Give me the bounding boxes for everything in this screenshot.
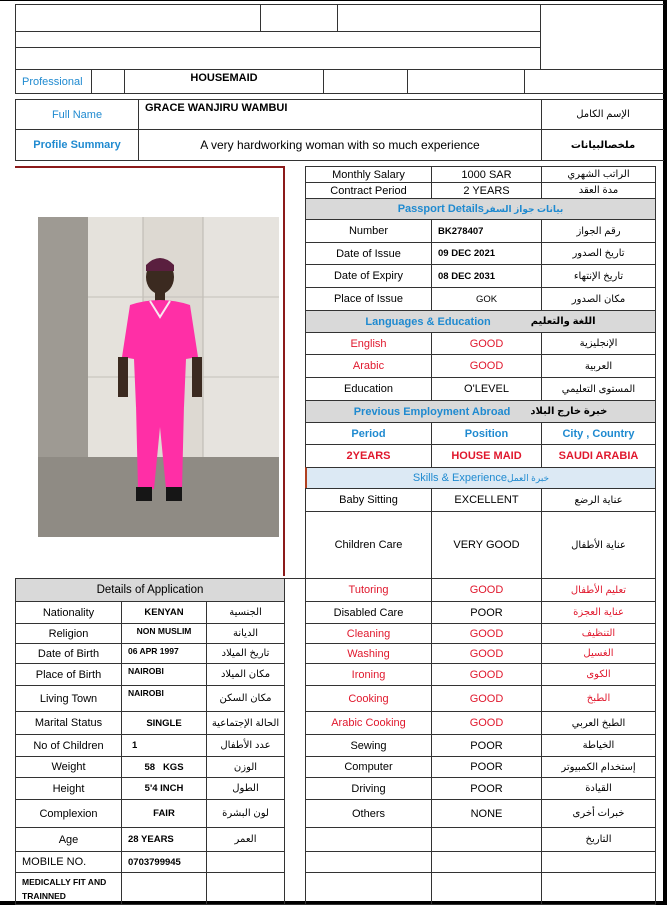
english-level: GOOD (431, 332, 542, 355)
skill-arabic: عناية العجزة (541, 601, 656, 624)
passport-number: BK278407 (431, 219, 542, 243)
education-label: Education (305, 377, 432, 401)
app-value: NON MUSLIM (121, 623, 207, 644)
app-label: Place of Birth (15, 663, 122, 686)
blank-cell (431, 851, 542, 873)
salary-label: Monthly Salary (305, 166, 432, 183)
blank-cell (206, 851, 285, 873)
skill-value: GOOD (431, 685, 542, 712)
blank-cell (305, 851, 432, 873)
app-arabic: تاريخ الميلاد (206, 643, 285, 664)
skill-arabic: الطبخ (541, 685, 656, 712)
skill-arabic: القيادة (541, 777, 656, 800)
skill-value (431, 827, 542, 852)
candidate-photo (38, 217, 279, 537)
employment-col-place: City , Country (541, 422, 656, 445)
period-arabic: مدة العقد (541, 182, 656, 199)
skill-value: NONE (431, 799, 542, 828)
skill-arabic: عناية الرضع (541, 488, 656, 512)
passport-title: Passport Details (397, 203, 484, 215)
app-arabic: لون البشرة (206, 799, 285, 828)
blank-cell (206, 872, 285, 905)
profile-summary: A very hardworking woman with so much experience (138, 129, 542, 161)
job-title: HOUSEMAID (124, 69, 324, 94)
header-blank-row (15, 31, 541, 48)
issue-date-label: Date of Issue (305, 242, 432, 265)
education-arabic: المستوى التعليمي (541, 377, 656, 401)
app-label: Living Town (15, 685, 122, 712)
skill-arabic: خبرات أخرى (541, 799, 656, 828)
skill-arabic: عناية الأطفال (541, 511, 656, 579)
skill-arabic: الغسيل (541, 643, 656, 664)
skill-label: Sewing (305, 734, 432, 757)
app-value: NAIROBI (121, 663, 207, 686)
employment-title-arabic: خبرة خارج البلاد (530, 406, 608, 417)
skill-arabic: التنظيف (541, 623, 656, 644)
app-label: Nationality (15, 601, 122, 624)
skill-label: Others (305, 799, 432, 828)
mobile-label: MOBILE NO. (15, 851, 122, 873)
app-arabic: العمر (206, 827, 285, 852)
app-label: Date of Birth (15, 643, 122, 664)
app-value: FAIR (121, 799, 207, 828)
profile-summary-arabic: ملخصالبيانات (541, 129, 664, 161)
header-blank-row (15, 47, 541, 70)
salary-arabic: الراتب الشهري (541, 166, 656, 183)
blank-cell (91, 69, 125, 94)
header-blank-cell (260, 4, 338, 32)
app-value: SINGLE (121, 711, 207, 735)
header-blank-cell (337, 4, 541, 32)
skill-value: GOOD (431, 711, 542, 735)
employment-col-position: Position (431, 422, 542, 445)
expiry-date-arabic: تاريخ الإنتهاء (541, 264, 656, 288)
app-label: Age (15, 827, 122, 852)
english-label: English (305, 332, 432, 355)
skill-label: Cooking (305, 685, 432, 712)
skill-value: POOR (431, 734, 542, 757)
skill-label: Baby Sitting (305, 488, 432, 512)
skill-value: POOR (431, 601, 542, 624)
passport-title-arabic: بيانات جواز السفر (483, 203, 564, 214)
blank-cell (541, 872, 656, 905)
education-level: O'LEVEL (431, 377, 542, 401)
app-value: 06 APR 1997 (121, 643, 207, 664)
issue-place: GOK (431, 287, 542, 311)
expiry-date: 08 DEC 2031 (431, 264, 542, 288)
full-name-arabic: الإسم الكامل (541, 99, 664, 130)
languages-section-header (305, 310, 656, 333)
languages-title-arabic: اللغة والتعليم (530, 316, 596, 327)
mobile-number: 0703799945 (121, 851, 207, 873)
skill-label (305, 827, 432, 852)
employment-place: SAUDI ARABIA (541, 444, 656, 468)
skill-value: GOOD (431, 643, 542, 664)
skill-arabic: الخياطة (541, 734, 656, 757)
issue-place-arabic: مكان الصدور (541, 287, 656, 311)
skill-label: Cleaning (305, 623, 432, 644)
candidate-photo-illustration (38, 217, 279, 537)
spacer-column (284, 578, 306, 905)
issue-date-arabic: تاريخ الصدور (541, 242, 656, 265)
skill-label: Driving (305, 777, 432, 800)
english-arabic: الإنجليزية (541, 332, 656, 355)
passport-section-header (305, 198, 656, 220)
passport-number-arabic: رقم الجواز (541, 219, 656, 243)
skill-label: Arabic Cooking (305, 711, 432, 735)
skill-arabic: تعليم الأطفال (541, 578, 656, 602)
languages-title: Languages & Education (365, 315, 491, 328)
employment-section-header (305, 400, 656, 423)
period-label: Contract Period (305, 182, 432, 199)
blank-cell (541, 851, 656, 873)
app-arabic: مكان السكن (206, 685, 285, 712)
category-label: Professional (15, 69, 92, 94)
app-arabic: الوزن (206, 756, 285, 778)
arabic-label: Arabic (305, 354, 432, 378)
blank-cell (524, 69, 664, 94)
blank-cell (121, 872, 207, 905)
app-arabic: الجنسية (206, 601, 285, 624)
app-value: 58 KGS (121, 756, 207, 778)
header-blank-cell (15, 4, 261, 32)
app-arabic: عدد الأطفال (206, 734, 285, 757)
skill-arabic: الكوى (541, 663, 656, 686)
issue-place-label: Place of Issue (305, 287, 432, 311)
app-label: Weight (15, 756, 122, 778)
issue-date: 09 DEC 2021 (431, 242, 542, 265)
arabic-arabic: العربية (541, 354, 656, 378)
header-logo-cell (540, 4, 664, 70)
app-value: 28 YEARS (121, 827, 207, 852)
skill-arabic: الطبخ العربي (541, 711, 656, 735)
skill-label: Tutoring (305, 578, 432, 602)
skill-value: EXCELLENT (431, 488, 542, 512)
skill-label: Children Care (305, 511, 432, 579)
app-arabic: الحالة الإجتماعية (206, 711, 285, 735)
app-label: Complexion (15, 799, 122, 828)
medical-status-label: MEDICALLY FIT AND TRAINNED (15, 872, 122, 905)
skill-label: Disabled Care (305, 601, 432, 624)
skill-arabic: إستخدام الكمبيوتر (541, 756, 656, 778)
passport-number-label: Number (305, 219, 432, 243)
skill-value: POOR (431, 777, 542, 800)
skills-section-header (305, 467, 656, 489)
app-value: KENYAN (121, 601, 207, 624)
employment-period: 2YEARS (305, 444, 432, 468)
skill-label: Computer (305, 756, 432, 778)
app-label: Religion (15, 623, 122, 644)
app-label: Marital Status (15, 711, 122, 735)
blank-cell (431, 872, 542, 905)
employment-col-period: Period (305, 422, 432, 445)
app-value: 1 (121, 734, 207, 757)
skill-label: Washing (305, 643, 432, 664)
application-section-header: Details of Application (15, 578, 285, 602)
app-label: Height (15, 777, 122, 800)
full-name: GRACE WANJIRU WAMBUI (138, 99, 542, 130)
app-label: No of Children (15, 734, 122, 757)
full-name-label: Full Name (15, 99, 139, 130)
skill-value: VERY GOOD (431, 511, 542, 579)
employment-title: Previous Employment Abroad (353, 405, 511, 418)
salary-value: 1000 SAR (431, 166, 542, 183)
profile-summary-label: Profile Summary (15, 129, 139, 161)
blank-cell (323, 69, 408, 94)
skill-value: GOOD (431, 578, 542, 602)
period-value: 2 YEARS (431, 182, 542, 199)
skill-label: Ironing (305, 663, 432, 686)
skills-title: Skills & Experience (412, 472, 508, 484)
skill-value: POOR (431, 756, 542, 778)
blank-cell (305, 872, 432, 905)
skill-value: GOOD (431, 623, 542, 644)
employment-position: HOUSE MAID (431, 444, 542, 468)
skills-title-arabic: خبرة العمل (507, 472, 550, 483)
app-arabic: مكان الميلاد (206, 663, 285, 686)
app-arabic: الطول (206, 777, 285, 800)
skill-value: GOOD (431, 663, 542, 686)
blank-cell (407, 69, 525, 94)
expiry-date-label: Date of Expiry (305, 264, 432, 288)
app-arabic: الديانة (206, 623, 285, 644)
app-value: NAIROBI (121, 685, 207, 712)
app-value: 5'4 INCH (121, 777, 207, 800)
arabic-level: GOOD (431, 354, 542, 378)
date-arabic: التاريخ (541, 827, 656, 852)
